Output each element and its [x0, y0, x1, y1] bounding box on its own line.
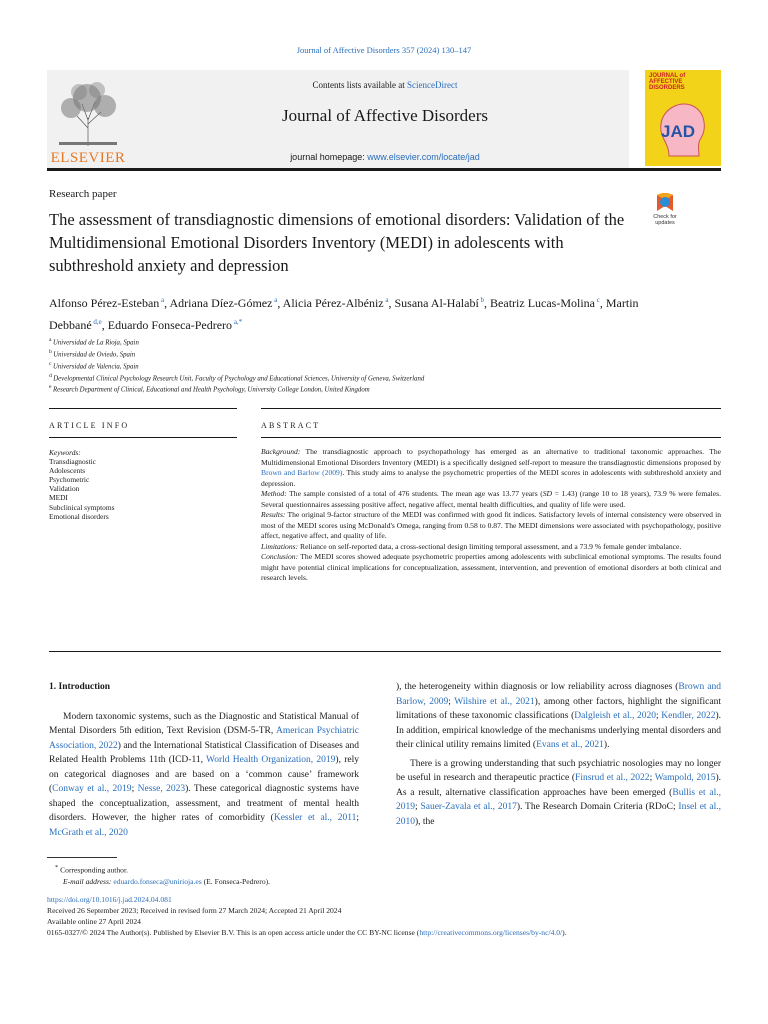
results-label: Results:: [261, 510, 286, 519]
citation-link[interactable]: Evans et al., 2021: [536, 740, 604, 750]
affiliation: $^c$ Universidad de Valencia, Spain: [49, 360, 139, 370]
body-text: ), among other factors, highlight the significant limitations of these taxonomic classifications (: [396, 696, 721, 721]
citation-link[interactable]: Wilshire et al., 2021: [454, 696, 535, 707]
method-text: The sample consisted of a total of 476 students. The mean age was 13.77 years (: [286, 489, 543, 498]
footnote-block: [47, 862, 737, 938]
cover-abbrev: JAD: [661, 122, 696, 141]
article-info-rule: [49, 408, 237, 409]
email-owner: (E. Fonseca-Pedrero).: [201, 876, 271, 886]
keywords-rule: [49, 437, 237, 438]
author-name[interactable]: Alfonso Pérez-Esteban: [49, 296, 160, 310]
author-affiliation-marker[interactable]: c: [595, 296, 600, 304]
body-text: ;: [655, 711, 662, 721]
limitations-text: Reliance on self-reported data, a cross-sectional design limiting temporal assessment, and a 73.9 % female gender imbalance.: [298, 541, 682, 551]
body-column-left: [49, 680, 359, 840]
abstract-bottom-rule: [49, 651, 721, 652]
doi-link[interactable]: https://doi.org/10.1016/j.jad.2024.04.081: [47, 894, 172, 904]
intro-paragraph-1: [49, 710, 359, 841]
limitations-label: Limitations:: [261, 541, 299, 551]
results-text: The original 9-factor structure of the MEDI was confirmed with good fit indices. Satisfactory levels of internal consistency were observed in most of the MEDI scores using McDonald's Omega, ranging from 0.58 to 0.87. The MEDI dimensions were associated with psychopathology, positive affect, negative affect, and quality of life.: [261, 510, 721, 540]
paper-title: The assessment of transdiagnostic dimensions of emotional disorders: Validation of the Multidimensional Emotional Disorders Inventory (MEDI) in adolescents with subthreshold anxiety and depression: [49, 210, 625, 275]
citation-link[interactable]: World Health Organization, 2019: [206, 755, 336, 765]
author-name[interactable]: Adriana Díez-Gómez: [169, 296, 273, 310]
body-text: ), the: [415, 816, 435, 827]
body-text: Modern taxonomic systems, such as the Diagnostic and Statistical Manual of Mental Disorders 5th edition, Text Revision (DSM-5-TR,: [49, 711, 359, 736]
author-affiliation-marker[interactable]: a: [159, 296, 165, 304]
license-text: ).: [562, 927, 567, 937]
cover-title: JOURNAL of AFFECTIVE DISORDERS: [649, 73, 686, 91]
affiliation: $^b$ Universidad de Oviedo, Spain: [49, 348, 136, 359]
citation-link[interactable]: Brown and Barlow, 2009: [396, 682, 721, 707]
body-text: ;: [649, 773, 655, 783]
author-affiliation-marker[interactable]: a: [383, 296, 389, 304]
available-online: Available online 27 April 2024: [47, 916, 141, 926]
keywords-block: [49, 448, 229, 521]
author-affiliation-marker[interactable]: b: [478, 296, 485, 304]
section-heading-introduction: 1. Introduction: [49, 682, 111, 692]
keyword: Subclinical symptoms: [49, 502, 115, 512]
journal-homepage: [140, 152, 630, 162]
abstract-conclusion: [261, 552, 721, 584]
affiliation-list: [49, 336, 689, 395]
citation-link[interactable]: Brown and Barlow (2009): [261, 468, 343, 477]
email-label: E-mail address:: [63, 876, 114, 886]
body-text: ). These categorical diagnostic systems have shaped the conceptualization, assessment, and treatment of mental health disorders. However, the higher rates of comorbidity (: [49, 784, 359, 823]
keyword: MEDI: [49, 493, 68, 503]
article-info-heading: ARTICLE INFO: [49, 421, 130, 430]
abstract-limitations: [261, 542, 721, 553]
check-updates-label: Check for updates: [653, 214, 677, 226]
contents-prefix: Contents lists available at: [312, 80, 407, 90]
license-text: 0165-0327/© 2024 The Author(s). Published by Elsevier B.V. This is an open access article under the CC BY-NC license (: [47, 927, 420, 937]
author-name[interactable]: Susana Al-Halabí: [394, 296, 479, 310]
elsevier-wordmark: ELSEVIER: [50, 150, 126, 166]
keyword-list: [49, 457, 229, 521]
conclusion-label: Conclusion:: [261, 552, 299, 561]
email-link[interactable]: eduardo.fonseca@unirioja.es: [113, 876, 202, 886]
citation-link[interactable]: American Psychiatric Association, 2022: [49, 726, 359, 751]
background-label: Background:: [261, 447, 301, 456]
citation-link[interactable]: Insel et al., 2010: [396, 802, 721, 827]
received-dates: Received 26 September 2023; Received in revised form 27 March 2024; Accepted 21 April 2024: [47, 905, 342, 915]
abstract-method: [261, 489, 721, 510]
background-text: . This study aims to analyse the psychometric properties of the MEDI scores in adolescents with subthreshold anxiety and depression.: [261, 468, 721, 488]
intro-paragraph-2: [396, 757, 721, 830]
journal-cover-image[interactable]: [645, 70, 721, 166]
body-text: ).: [603, 740, 610, 750]
method-sd: SD: [542, 489, 553, 498]
citation-link[interactable]: Wampold, 2015: [654, 773, 716, 783]
body-text: ). The Research Domain Criteria (RDoC;: [516, 802, 679, 812]
keywords-label: Keywords:: [49, 448, 81, 457]
abstract-results: [261, 510, 721, 542]
license-link[interactable]: http://creativecommons.org/licenses/by-nc/4.0/: [419, 927, 563, 937]
abstract-body: [261, 447, 721, 584]
citation-link[interactable]: Sauer-Zavala et al., 2017: [420, 802, 517, 812]
citation-link[interactable]: Dalgleish et al., 2020: [574, 711, 656, 721]
author-affiliation-marker[interactable]: a,*: [232, 318, 243, 326]
citation-link[interactable]: Nesse, 2023: [137, 784, 186, 794]
homepage-link[interactable]: www.elsevier.com/locate/jad: [367, 152, 480, 162]
contents-available: [140, 80, 630, 90]
author-name[interactable]: Eduardo Fonseca-Pedrero: [107, 318, 233, 332]
body-column-right: [396, 680, 721, 829]
affiliation: $^e$ Research Department of Clinical, Educational and Health Psychology, University College London, United Kingdom: [49, 384, 370, 394]
abstract-top-rule: [261, 437, 721, 438]
abstract-rule: [261, 408, 721, 409]
corresponding-author-note: * Corresponding author.: [55, 864, 128, 875]
body-text: ), rely on categorical diagnoses and are based on a ‘common cause’ framework (: [49, 755, 359, 794]
body-text: ;: [356, 813, 359, 823]
author-list: Alfonso Pérez-Esteban $^a$, Adriana Díez-Gómez $^a$, Alicia Pérez-Albéniz $^a$, Susana Al-Halabí $^b$, Beatriz Lucas-Molina $^c$, Martin Debbané $^{d,e}$, Eduardo Fonseca-Pedrero $^{a,*}$: [49, 296, 639, 332]
citation-link[interactable]: Kendler, 2022: [661, 711, 716, 721]
keyword: Transdiagnostic: [49, 457, 96, 467]
homepage-prefix: journal homepage:: [290, 152, 368, 162]
keyword: Psychometric: [49, 475, 90, 485]
body-text: ;: [415, 802, 421, 812]
license-line: [47, 927, 737, 938]
author-name[interactable]: Beatriz Lucas-Molina: [490, 296, 596, 310]
citation-link[interactable]: Finsrud et al., 2022: [575, 773, 650, 783]
check-for-updates-button[interactable]: [645, 191, 685, 231]
footnote-rule: [47, 857, 117, 858]
journal-title: Journal of Affective Disorders: [282, 106, 488, 125]
body-text: ). In addition, empirical knowledge of the mechanisms underlying mental disorders and their clinical utility remains limited (: [396, 711, 722, 750]
header-rule: [47, 168, 721, 171]
author-affiliation-marker[interactable]: d,e: [91, 318, 102, 326]
citation-link[interactable]: Bullis et al., 2019: [396, 787, 721, 812]
abstract-background: [261, 447, 721, 489]
keyword: Adolescents: [49, 466, 86, 476]
method-text: = 1.43) (range 10 to 18 years), 73.9 % were females. Several questionnaires assessing positive affect, negative affect, mental health difficulties, and quality of life were used.: [261, 489, 721, 509]
body-text: ) and the International Statistical Classification of Diseases and Related Health Problems 11th (ICD-11,: [49, 740, 359, 765]
article-type: Research paper: [49, 188, 117, 200]
keyword: Emotional disorders: [49, 511, 109, 521]
intro-paragraph-1-cont: [396, 680, 721, 753]
author-name[interactable]: Alicia Pérez-Albéniz: [282, 296, 384, 310]
email-line: [47, 876, 737, 887]
background-text: The transdiagnostic approach to psychopathology has emerged as an alternative to traditional taxonomic approaches. The Multidimensional Emotional Disorders Inventory (MEDI) is a specifically designed self-report to measure the transdiagnostic dimensions proposed by: [261, 447, 721, 467]
affiliation: $^a$ Universidad de La Rioja, Spain: [49, 337, 139, 347]
citation-link[interactable]: Kessler et al., 2011: [273, 813, 357, 823]
author-name[interactable]: Martin Debbané: [49, 296, 639, 332]
affiliation: $^d$ Developmental Clinical Psychology Research Unit, Faculty of Psychology and Educational Sciences, University of Geneva, Switzerland: [49, 372, 425, 382]
corresponding-text: Corresponding author.: [60, 865, 128, 875]
sciencedirect-link[interactable]: ScienceDirect: [407, 80, 458, 90]
body-text: ). As a result, alternative classification approaches have been emerged (: [396, 773, 721, 798]
abstract-heading: ABSTRACT: [261, 421, 321, 430]
method-label: Method:: [261, 489, 287, 498]
body-text: There is a growing understanding that such psychiatric nosologies may no longer be useful in research and therapeutic practice (: [396, 758, 721, 783]
journal-citation-link[interactable]: Journal of Affective Disorders 357 (2024) 130–147: [296, 45, 472, 55]
body-text: ), the heterogeneity within diagnosis or low reliability across diagnoses (: [396, 682, 679, 692]
citation-link[interactable]: McGrath et al., 2020: [49, 827, 128, 838]
keyword: Validation: [49, 484, 80, 494]
body-text: ;: [448, 696, 455, 707]
conclusion-text: The MEDI scores showed adequate psychometric properties among adolescents with subclinical emotional symptoms. The results found might have potential clinical implications for conceptualization, assessment, intervention, and prevention of emotional disorders at both clinical and research levels.: [261, 552, 721, 582]
author-affiliation-marker[interactable]: a: [272, 296, 278, 304]
citation-link[interactable]: Conway et al., 2019: [52, 784, 132, 794]
body-text: ;: [131, 784, 138, 794]
